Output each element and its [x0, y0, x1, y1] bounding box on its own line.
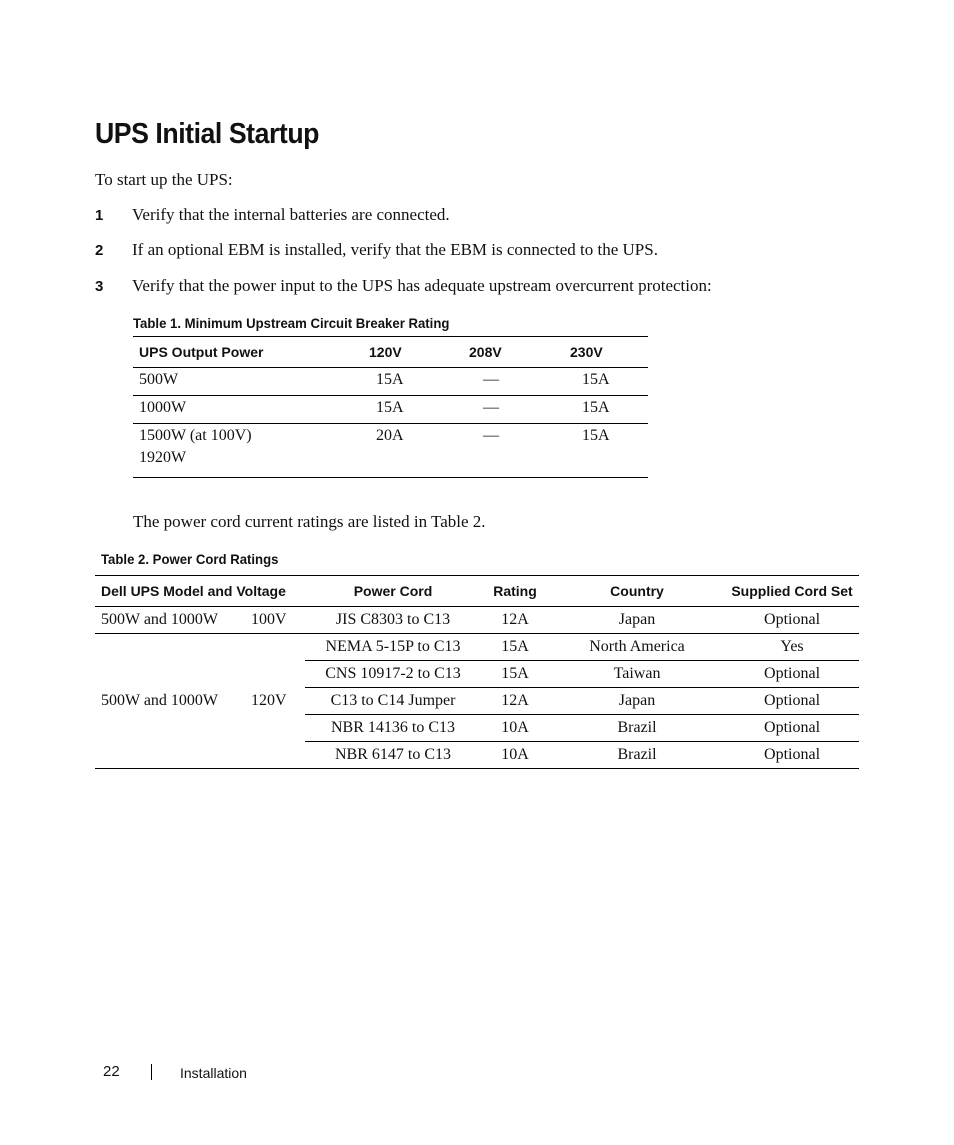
column-header: Rating	[481, 576, 549, 607]
cell-country: Japan	[549, 688, 725, 715]
cell-cord: C13 to C14 Jumper	[305, 688, 481, 715]
cell-cord: NEMA 5-15P to C13	[305, 634, 481, 661]
cell-rating: 10A	[501, 746, 529, 763]
column-header: 120V	[363, 337, 463, 368]
step-number: 1	[95, 207, 104, 224]
cell-country: Taiwan	[549, 661, 725, 688]
power-cord-table	[95, 575, 859, 769]
column-header: Country	[549, 576, 725, 607]
cell-230v: 15A	[564, 396, 648, 424]
cell-cord: JIS C8303 to C13	[305, 607, 481, 634]
cell-cord: NBR 14136 to C13	[305, 715, 481, 742]
cell-208v: —	[483, 427, 499, 444]
cell-voltage: 100V	[245, 607, 305, 634]
column-header: UPS Output Power	[133, 337, 363, 368]
step-number: 2	[95, 242, 104, 259]
table-row	[95, 634, 859, 661]
column-header: Power Cord	[305, 576, 481, 607]
step-item	[95, 276, 712, 296]
cell-country: Japan	[549, 607, 725, 634]
cell-cord: NBR 6147 to C13	[335, 746, 452, 763]
intro-text: To start up the UPS:	[95, 170, 233, 189]
column-header: Dell UPS Model and Voltage	[95, 576, 305, 607]
cell-country: Brazil	[617, 746, 657, 763]
cell-230v: 15A	[564, 368, 648, 396]
table2-caption: Table 2. Power Cord Ratings	[101, 551, 279, 567]
cell-rating: 10A	[481, 715, 549, 742]
table-header-row	[95, 576, 859, 607]
table-row	[133, 396, 648, 424]
table-row	[133, 368, 648, 396]
cell-power	[133, 424, 363, 478]
cell-model: 500W and 1000W	[101, 692, 219, 709]
cell-120v: 20A	[376, 427, 404, 444]
column-header: 230V	[564, 337, 648, 368]
cell-supplied: Optional	[725, 715, 859, 742]
step-item	[95, 205, 450, 225]
column-header: Supplied Cord Set	[725, 576, 859, 607]
cell-cord: CNS 10917-2 to C13	[305, 661, 481, 688]
cell-power-line2: 1920W	[139, 449, 187, 466]
cell-rating: 15A	[481, 661, 549, 688]
step-text: If an optional EBM is installed, verify that the EBM is connected to the UPS.	[132, 240, 658, 259]
cell-rating: 15A	[481, 634, 549, 661]
table-header-row	[133, 337, 648, 368]
cell-supplied: Optional	[725, 661, 859, 688]
cell-country: Brazil	[549, 715, 725, 742]
step-text: Verify that the power input to the UPS has adequate upstream overcurrent protection:	[132, 276, 712, 295]
table-row	[133, 424, 648, 478]
cell-120v: 15A	[363, 396, 463, 424]
breaker-rating-table	[133, 336, 648, 478]
cell-supplied: Optional	[764, 746, 821, 763]
table-row	[95, 607, 859, 634]
page-number: 22	[103, 1063, 120, 1080]
cell-power: 500W	[133, 368, 363, 396]
step-number: 3	[95, 278, 104, 295]
column-header: 208V	[463, 337, 564, 368]
step-text: Verify that the internal batteries are connected.	[132, 205, 450, 224]
table-reference-text: The power cord current ratings are listed in Table 2.	[133, 512, 486, 531]
cell-supplied: Yes	[725, 634, 859, 661]
cell-208v: —	[463, 368, 564, 396]
footer-divider	[151, 1064, 152, 1080]
cell-rating: 12A	[481, 688, 549, 715]
cell-120v: 15A	[363, 368, 463, 396]
cell-voltage: 120V	[251, 692, 287, 709]
table1-caption: Table 1. Minimum Upstream Circuit Breaker Rating	[133, 315, 450, 331]
cell-208v: —	[463, 396, 564, 424]
step-item	[95, 240, 658, 260]
footer-section-name: Installation	[180, 1065, 247, 1081]
cell-power-line1: 1500W (at 100V)	[139, 427, 252, 444]
cell-rating: 12A	[481, 607, 549, 634]
cell-supplied: Optional	[725, 688, 859, 715]
cell-230v: 15A	[582, 427, 610, 444]
cell-power: 1000W	[133, 396, 363, 424]
cell-country: North America	[549, 634, 725, 661]
page-title: UPS Initial Startup	[95, 118, 320, 150]
cell-model: 500W and 1000W	[95, 607, 245, 634]
cell-supplied: Optional	[725, 607, 859, 634]
